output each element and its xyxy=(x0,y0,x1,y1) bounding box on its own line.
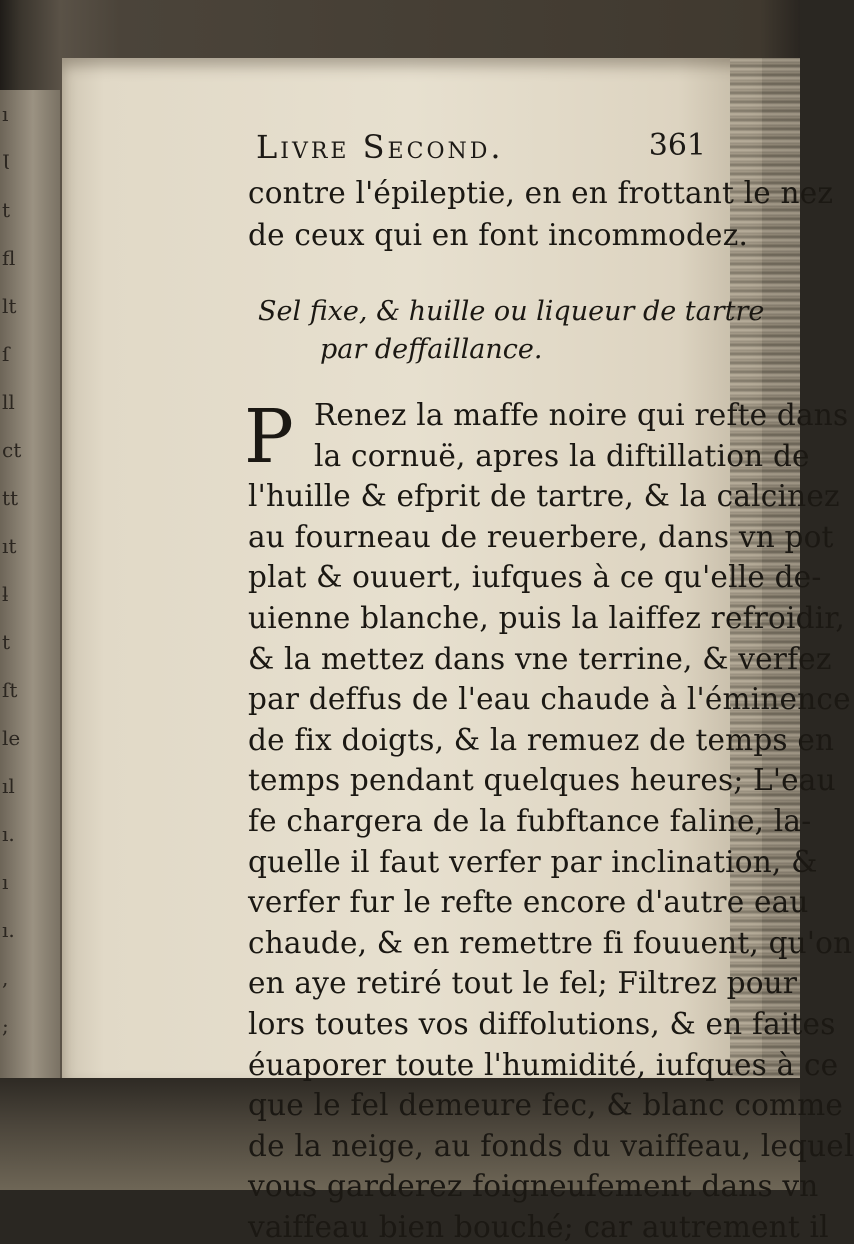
body-line: fe chargera de la fubftance faline, la- xyxy=(248,804,812,838)
intro-line: de ceux qui en font incommodez. xyxy=(248,218,749,252)
body-line: vous garderez foigneufement dans vn xyxy=(248,1169,819,1204)
margin-fragment: ıl xyxy=(2,774,15,798)
adjacent-page-fragment xyxy=(0,90,60,1090)
margin-fragment: Ɩ xyxy=(2,150,10,174)
body-line: lors toutes vos diffolutions, & en faites xyxy=(248,1007,836,1041)
body-line: uienne blanche, puis la laiffez refroidir, xyxy=(248,601,846,635)
section-heading: par deffaillance. xyxy=(320,334,543,365)
body-line: en aye retiré tout le fel; Filtrez pour xyxy=(248,966,798,1001)
body-line: & la mettez dans vne terrine, & verfez xyxy=(248,641,832,676)
intro-line: contre l'épileptie, en en frottant le nez xyxy=(248,176,834,210)
margin-fragment: ll xyxy=(2,390,15,414)
body-line: quelle il faut verfer par inclination, & xyxy=(248,844,818,879)
running-head-title: Livre Second. xyxy=(256,128,504,166)
body-line: vaiffeau bien bouché; car autrement il xyxy=(248,1210,829,1244)
body-line: verfer fur le refte encore d'autre eau xyxy=(248,885,809,920)
body-line: éuaporer toute l'humidité, iufques à ce xyxy=(248,1047,839,1082)
margin-fragment: t xyxy=(2,630,11,654)
body-line: de fix doigts, & la remuez de temps en xyxy=(248,722,835,757)
margin-fragment: ı xyxy=(2,870,9,894)
body-line: de la neige, au fonds du vaiffeau, lequel xyxy=(248,1128,854,1163)
body-line: plat & ouuert, iufques à ce qu'elle de- xyxy=(248,560,822,595)
body-line: la cornuë, apres la diftillation de xyxy=(314,438,810,473)
drop-capital: P xyxy=(244,394,294,480)
margin-fragment: le xyxy=(2,726,21,750)
margin-fragment: tt xyxy=(2,486,19,510)
margin-fragment: ı. xyxy=(2,918,15,942)
page-number: 361 xyxy=(648,128,706,163)
body-line: Renez la maffe noire qui refte dans xyxy=(314,398,849,432)
margin-fragment: ſ xyxy=(2,342,10,366)
margin-fragment: t xyxy=(2,198,11,222)
body-line: chaude, & en remettre fi fouuent, qu'on xyxy=(248,925,853,960)
margin-fragment: ƚ xyxy=(2,582,9,606)
body-line: temps pendant quelques heures; L'eau xyxy=(248,763,836,798)
body-line: que le fel demeure fec, & blanc comme xyxy=(248,1088,844,1123)
section-heading: Sel fixe, & huille ou liqueur de tartre xyxy=(258,296,765,327)
margin-fragment: ct xyxy=(2,438,22,462)
margin-fragment: ſt xyxy=(2,678,18,702)
margin-fragment: ı. xyxy=(2,822,15,846)
margin-fragment: ; xyxy=(2,1014,9,1038)
body-line: au fourneau de reuerbere, dans vn pot xyxy=(248,519,834,554)
body-line: par deffus de l'eau chaude à l'éminence xyxy=(248,682,851,717)
body-line: l'huille & efprit de tartre, & la calcinez xyxy=(248,479,840,514)
margin-fragment: ıt xyxy=(2,534,17,558)
margin-fragment: ı xyxy=(2,102,9,126)
running-head xyxy=(256,128,716,168)
margin-fragment: , xyxy=(2,966,9,990)
margin-fragment: ﬂ xyxy=(2,246,16,270)
margin-fragment: lt xyxy=(2,294,17,318)
